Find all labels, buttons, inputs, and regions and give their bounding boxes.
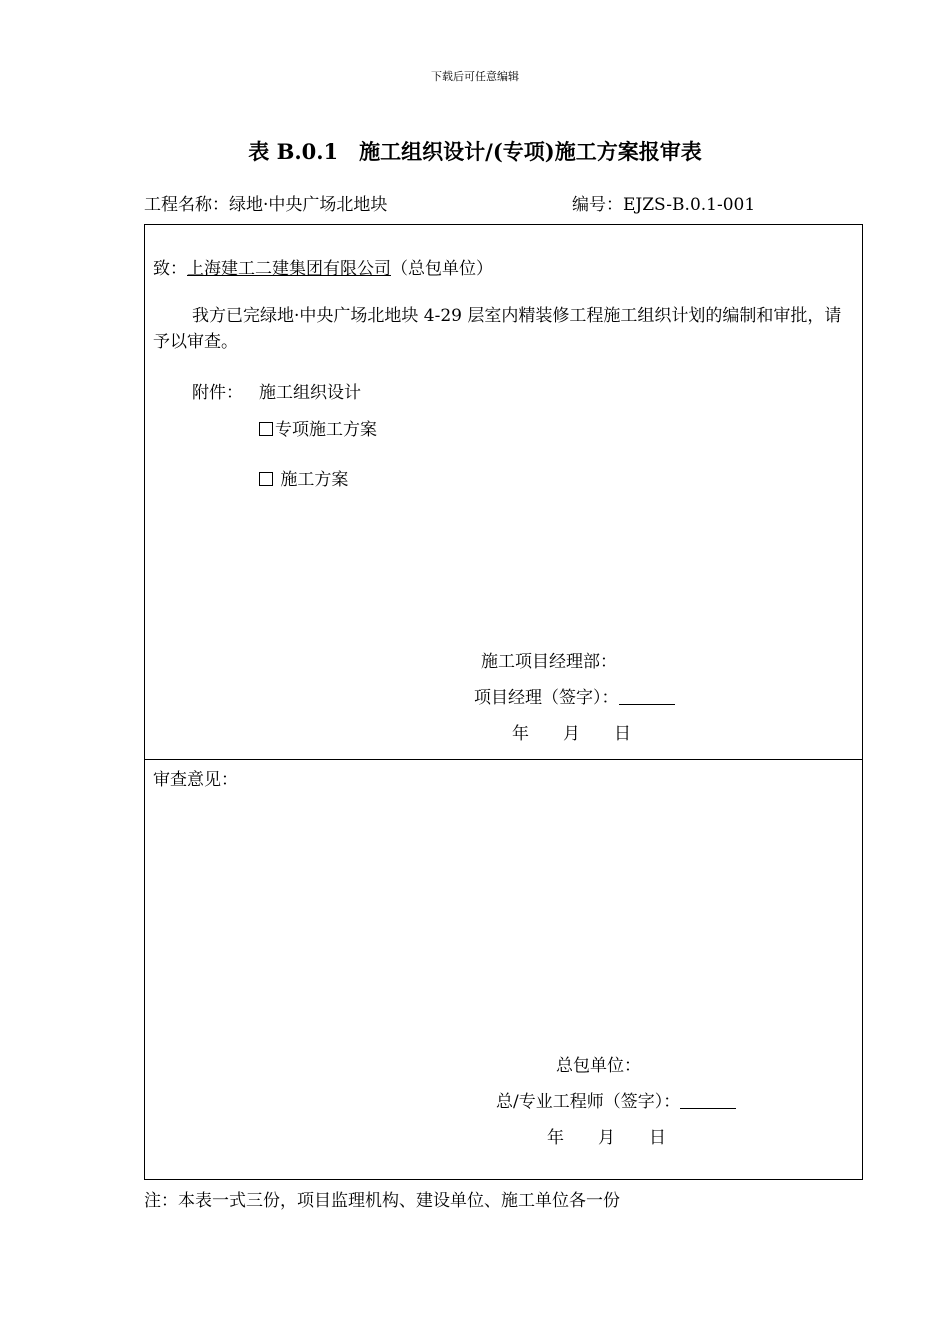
attachment-item xyxy=(259,415,377,440)
recipient-line xyxy=(153,254,493,279)
review-label: 审查意见： xyxy=(153,770,238,790)
attachment-item xyxy=(259,465,348,490)
page-title: 表 B.0.1 施工组织设计/(专项)施工方案报审表 xyxy=(248,139,702,164)
attachments-label: 附件： xyxy=(192,383,243,403)
form-number-label: 编号： xyxy=(572,195,623,215)
recipient-suffix: （总包单位） xyxy=(391,259,493,279)
signature-line[interactable] xyxy=(680,1094,736,1109)
attachment-item-label: 专项施工方案 xyxy=(275,420,377,440)
project-name-value: 绿地·中央广场北地块 xyxy=(229,195,388,215)
project-name xyxy=(144,190,387,215)
manager-signature xyxy=(474,683,675,708)
contractor-date: 年 月 日 xyxy=(512,724,631,744)
project-name-label: 工程名称： xyxy=(144,195,229,215)
submission-text: 我方已完绿地·中央广场北地块 4-29 层室内精装修工程施工组织计划的编制和审批，请予以审查。 xyxy=(153,306,842,352)
contractor-dept-label: 施工项目经理部： xyxy=(481,652,617,672)
signature-line[interactable] xyxy=(619,690,675,705)
manager-signature-label: 项目经理（签字）： xyxy=(474,688,619,708)
footnote: 注：本表一式三份，项目监理机构、建设单位、施工单位各一份 xyxy=(144,1191,620,1211)
engineer-signature xyxy=(496,1087,736,1112)
recipient-prefix: 致： xyxy=(153,259,187,279)
form-number-value: EJZS-B.0.1-001 xyxy=(623,195,756,215)
section-divider xyxy=(145,759,862,760)
general-contractor-label: 总包单位： xyxy=(556,1056,641,1076)
attachment-item: 施工组织设计 xyxy=(259,383,361,403)
form-number xyxy=(572,190,755,215)
form-table xyxy=(144,224,863,1180)
checkbox[interactable] xyxy=(259,472,273,486)
attachment-item-label: 施工方案 xyxy=(280,470,349,490)
recipient-company: 上海建工二建集团有限公司 xyxy=(187,259,391,279)
engineer-signature-label: 总/专业工程师（签字）： xyxy=(496,1092,681,1112)
header-note: 下载后可任意编辑 xyxy=(431,70,519,83)
checkbox[interactable] xyxy=(259,422,273,436)
review-date: 年 月 日 xyxy=(547,1128,666,1148)
